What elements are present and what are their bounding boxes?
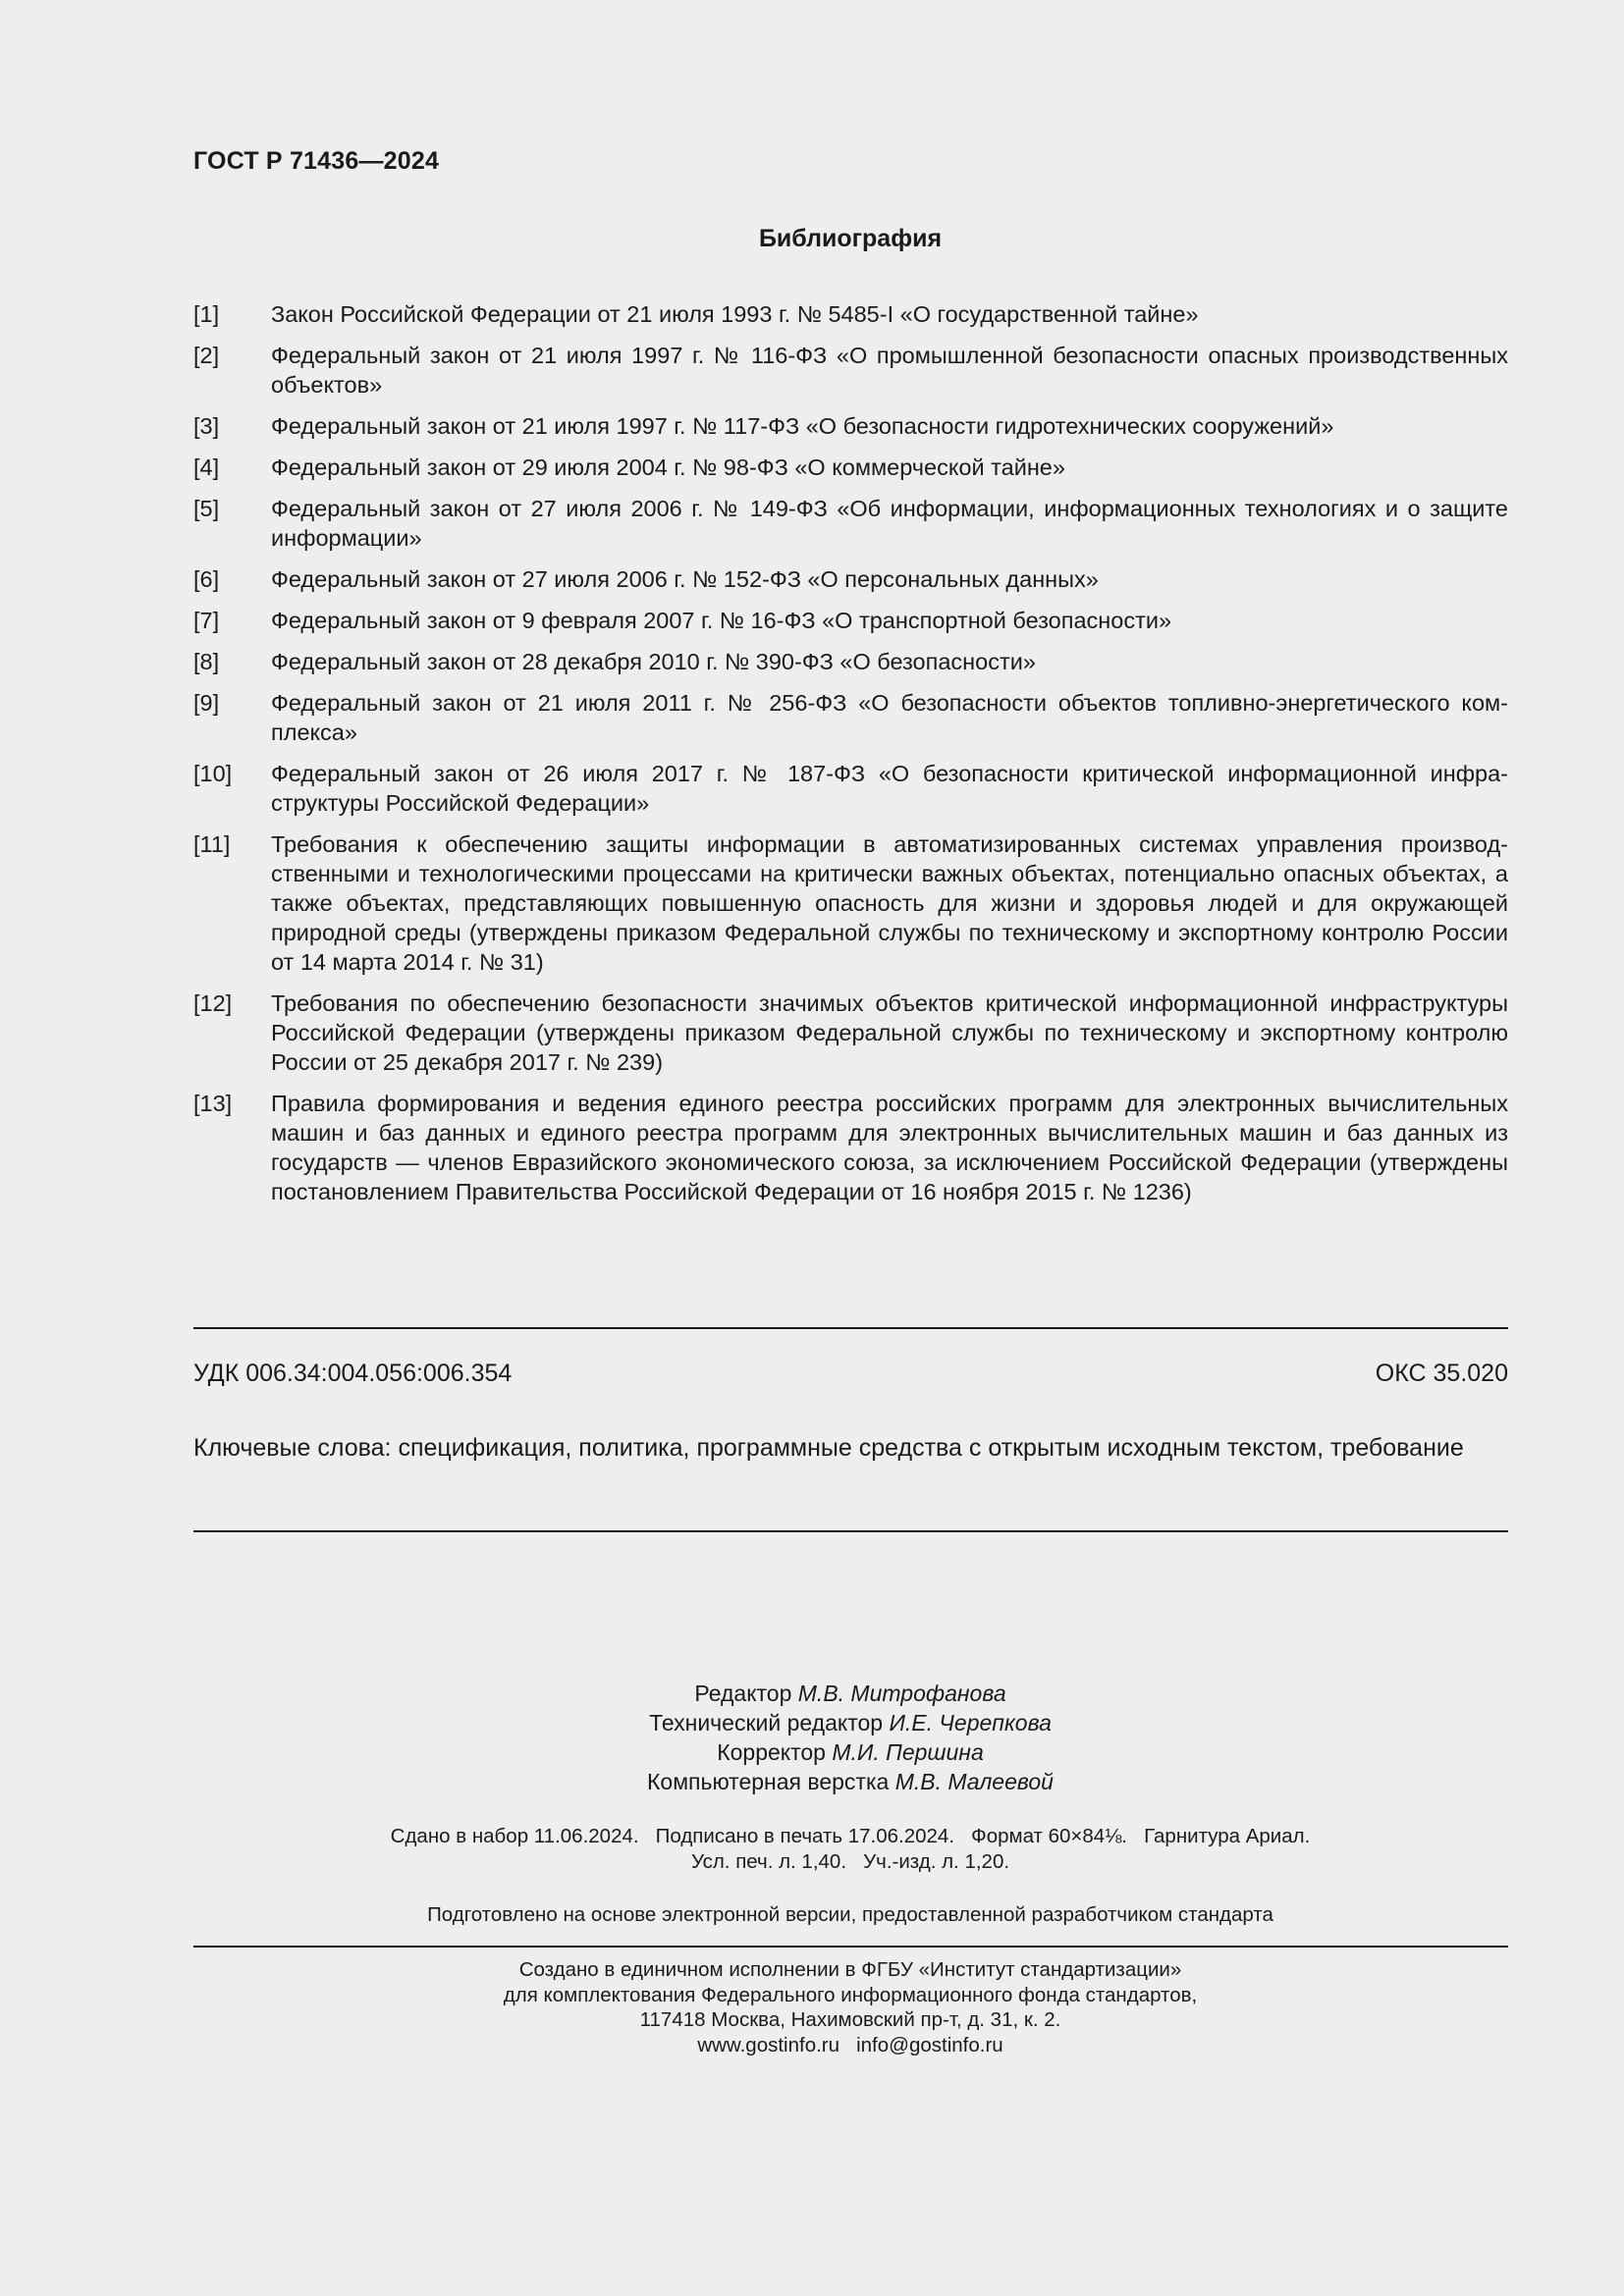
bibliography-number: [2]: [193, 343, 220, 368]
prepared-note: Подготовлено на основе электронной версии, предоставленной разработчиком стандарта: [427, 1903, 1273, 1926]
layout-role: Компьютерная верстка: [647, 1769, 890, 1794]
created-line: 117418 Москва, Нахимовский пр-т, д. 31, к. 2.: [639, 2008, 1061, 2031]
contacts-line: www.gostinfo.ru info@gostinfo.ru: [697, 2033, 1003, 2056]
created-line: Создано в единичном исполнении в ФГБУ «Институт стандартизации»: [518, 1958, 1182, 1981]
created-block: [0, 1957, 1624, 2057]
bibliography-item: [193, 988, 1508, 1077]
bibliography-item: [193, 341, 1508, 400]
bibliography-text: Федеральный закон от 9 февраля 2007 г. № 16-ФЗ «О транспортной безопасности»: [271, 608, 1172, 633]
bibliography-number: [11]: [193, 831, 231, 857]
imprint-line: Сдано в набор 11.06.2024. Подписано в печать 17.06.2024. Формат 60×84⅛. Гарнитура Ариал.: [390, 1825, 1311, 1847]
bibliography-number: [7]: [193, 608, 220, 633]
bibliography-item: [193, 494, 1508, 553]
bibliography-text: Федеральный закон от 27 июля 2006 г. № 152-ФЗ «О персональных данных»: [271, 566, 1099, 592]
bibliography-number: [6]: [193, 566, 220, 592]
bibliography-text: Федеральный закон от 26 июля 2017 г. № 187-ФЗ «О безопасности критической информационной инфраструктуры Российской Федерации»: [271, 761, 1508, 816]
bibliography-item: [193, 606, 1508, 635]
imprint-block: [0, 1824, 1624, 1875]
bibliography-item: [193, 829, 1508, 977]
bibliography-number: [4]: [193, 454, 220, 480]
bibliography-item: [193, 688, 1508, 747]
tech-editor-line: [0, 1708, 1624, 1737]
divider-middle: [193, 1530, 1508, 1532]
bibliography-item: [193, 453, 1508, 482]
bibliography-item: [193, 759, 1508, 818]
bibliography-text: Федеральный закон от 27 июля 2006 г. № 149-ФЗ «Об информации, информационных технологиях и о защите информации»: [271, 496, 1508, 551]
corrector-role: Корректор: [717, 1739, 826, 1765]
bibliography-text: Федеральный закон от 29 июля 2004 г. № 98-ФЗ «О коммерческой тайне»: [271, 454, 1065, 480]
bibliography-item: [193, 564, 1508, 594]
layout-name: М.В. Малеевой: [894, 1769, 1054, 1794]
bibliography-text: Федеральный закон от 28 декабря 2010 г. № 390-ФЗ «О безопасности»: [271, 649, 1036, 674]
bibliography-number: [12]: [193, 990, 233, 1016]
bibliography-item: [193, 299, 1508, 329]
bibliography-text: Федеральный закон от 21 июля 2011 г. № 256-ФЗ «О безопасности объектов топливно-энергетического комплекса»: [271, 690, 1508, 745]
tech-editor-name: И.Е. Черепкова: [889, 1710, 1052, 1735]
bibliography-text: Федеральный закон от 21 июля 1997 г. № 117-ФЗ «О безопасности гидротехнических сооружений»: [271, 413, 1334, 439]
divider-top: [193, 1327, 1508, 1329]
tech-editor-role: Технический редактор: [649, 1710, 884, 1735]
bibliography-number: [5]: [193, 496, 220, 521]
bibliography-text: Требования к обеспечению защиты информации в автоматизированных системах управления производственными и технологическими процессами на критически важных объектах, потенциально опасных объектах, а также объектах, представляющих повышенную опасность для жизни и здоровья людей и для окружающей природной среды (утверждены приказом Федеральной службы по техническому и экспортному контролю России от 14 марта 2014 г. № 31): [271, 831, 1508, 975]
bibliography-item: [193, 411, 1508, 441]
bibliography-text: Правила формирования и ведения единого реестра российских программ для электронных вычислительных машин и баз данных и единого реестра программ для электронных вычислительных машин и баз данных из государств — членов Евразийского экономического союза, за исключением Российской Федерации (утверждены постановлением Правительства Российской Федерации от 16 ноября 2015 г. № 1236): [271, 1091, 1508, 1204]
bibliography-text: Закон Российской Федерации от 21 июля 1993 г. № 5485-I «О государственной тайне»: [271, 301, 1199, 327]
editor-role: Редактор: [694, 1681, 792, 1706]
editors-block: [0, 1679, 1624, 1796]
layout-line: [0, 1767, 1624, 1796]
imprint-line: Усл. печ. л. 1,40. Уч.-изд. л. 1,20.: [690, 1850, 1010, 1873]
bibliography-text: Федеральный закон от 21 июля 1997 г. № 116-ФЗ «О промышленной безопасности опасных производственных объектов»: [271, 343, 1508, 398]
oks-code: ОКС 35.020: [1375, 1360, 1508, 1387]
bibliography-title: Библиография: [758, 225, 943, 252]
corrector-line: [0, 1737, 1624, 1767]
bibliography-number: [10]: [193, 761, 233, 786]
bibliography-item: [193, 1089, 1508, 1206]
bibliography-number: [1]: [193, 301, 220, 327]
bibliography-list: [193, 299, 1508, 1218]
corrector-name: М.И. Першина: [832, 1739, 984, 1765]
editor-name: М.В. Митрофанова: [797, 1681, 1006, 1706]
udk-code: УДК 006.34:004.056:006.354: [193, 1360, 513, 1387]
bibliography-item: [193, 647, 1508, 676]
bibliography-number: [13]: [193, 1091, 233, 1116]
editor-line: [0, 1679, 1624, 1708]
bibliography-number: [8]: [193, 649, 220, 674]
bibliography-number: [3]: [193, 413, 220, 439]
divider-bottom: [193, 1946, 1508, 1948]
standard-id: ГОСТ Р 71436—2024: [193, 147, 440, 175]
keywords: Ключевые слова: спецификация, политика, программные средства с открытым исходным текстом, требование: [193, 1434, 1464, 1462]
bibliography-number: [9]: [193, 690, 220, 716]
created-line: для комплектования Федерального информационного фонда стандартов,: [503, 1983, 1198, 2006]
bibliography-text: Требования по обеспечению безопасности значимых объектов критической информационной инфраструктуры Российской Федерации (утверждены приказом Федеральной службы по техническому и экспортному контролю России от 25 декабря 2017 г. № 239): [271, 990, 1508, 1075]
